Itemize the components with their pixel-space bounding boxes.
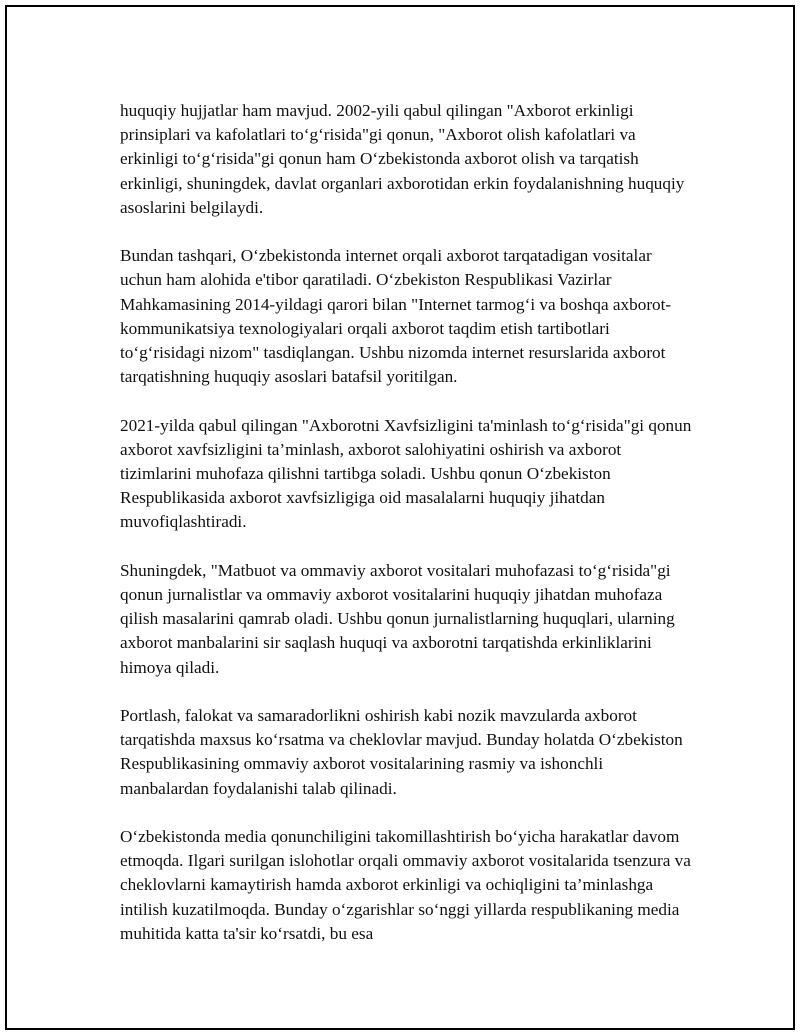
document-body bbox=[120, 99, 695, 946]
paragraph-1: huquqiy hujjatlar ham mavjud. 2002-yili qabul qilingan "Axborot erkinligi prinsiplari va kafolatlari to‘g‘risida"gi qonun, "Axborot olish kafolatlari va erkinligi to‘g‘risida"gi qonun ham O‘zbekistonda axborot olish va tarqatish erkinligi, shuningdek, davlat organlari axborotidan erkin foydalanishning huquqiy asoslarini belgilaydi. bbox=[120, 101, 685, 217]
paragraph-6: O‘zbekistonda media qonunchiligini takomillashtirish bo‘yicha harakatlar davom etmoqda. Ilgari surilgan islohotlar orqali ommaviy axborot vositalarida tsenzura va cheklovlarni kamaytirish hamda axborot erkinligi va ochiqligini ta’minlashga intilish kuzatilmoqda. Bunday o‘zgarishlar so‘nggi yillarda respublikaning media muhitida katta ta'sir ko‘rsatdi, bu esa bbox=[120, 827, 691, 943]
paragraph-3: 2021-yilda qabul qilingan "Axborotni Xavfsizligini ta'minlash to‘g‘risida"gi qonun axborot xavfsizligini ta’minlash, axborot salohiyatini oshirish va axborot tizimlarini muhofaza qilishni tartibga soladi. Ushbu qonun O‘zbekiston Respublikasida axborot xavfsizligiga oid masalalarni huquqiy jihatdan muvofiqlashtiradi. bbox=[120, 415, 692, 532]
paragraph-2: Bundan tashqari, O‘zbekistonda internet orqali axborot tarqatadigan vositalar uchun ham alohida e'tibor qaratiladi. O‘zbekiston Respublikasi Vazirlar Mahkamasining 2014-yildagi qarori bilan "Internet tarmog‘i va boshqa axborot-kommunikatsiya texnologiyalari orqali axborot taqdim etish tartibotlari to‘g‘risidagi nizom" tasdiqlangan. Ushbu nizomda internet resurslarida axborot tarqatishning huquqiy asoslari batafsil yoritilgan. bbox=[120, 246, 672, 387]
paragraph-4: Shuningdek, "Matbuot va ommaviy axborot vositalari muhofazasi to‘g‘risida"gi qonun jurnalistlar va ommaviy axborot vositalarini huquqiy jihatdan muhofaza qilish masalarini qamrab oladi. Ushbu qonun jurnalistlarning huquqlari, ularning axborot manbalarini sir saqlash huquqi va axborotni tarqatishda erkinliklarini himoya qiladi. bbox=[120, 560, 675, 677]
paragraph-5: Portlash, falokat va samaradorlikni oshirish kabi nozik mavzularda axborot tarqatishda maxsus ko‘rsatma va cheklovlar mavjud. Bunday holatda O‘zbekiston Respublikasining ommaviy axborot vositalarining rasmiy va ishonchli manbalardan foydalanishi talab qilinadi. bbox=[120, 706, 683, 798]
document-page bbox=[5, 5, 795, 1030]
